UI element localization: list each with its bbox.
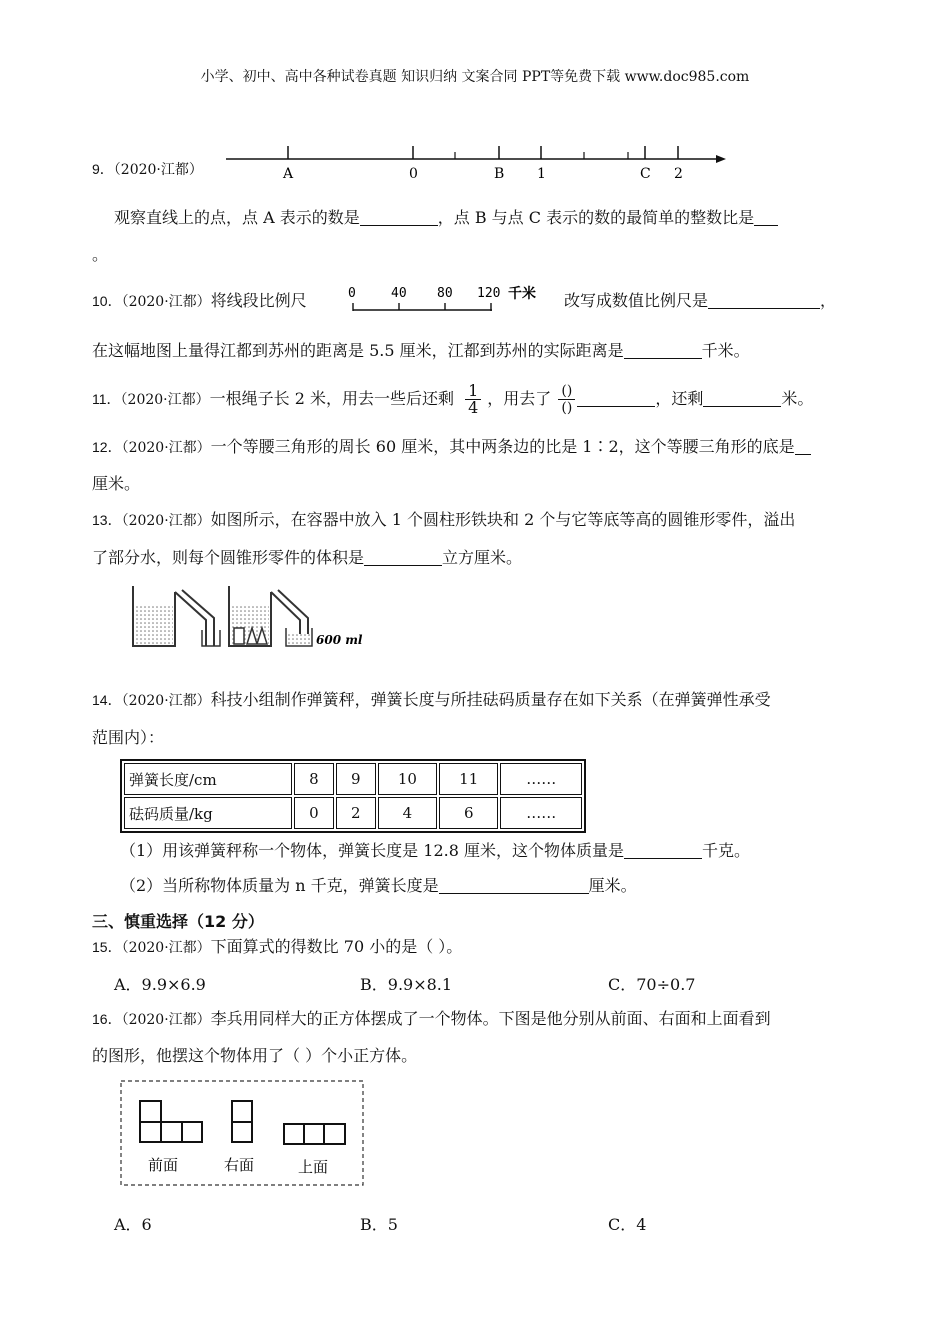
scale-unit: 千米: [508, 286, 536, 302]
question-number: 12．: [92, 439, 122, 455]
question-12-line1: 12．（2020·江都）一个等腰三角形的周长 60 厘米，其中两条边的比是 1∶2，这个等腰三角形的底是: [92, 436, 811, 459]
question-number: 10．: [92, 293, 122, 309]
question-number: 14．: [92, 692, 122, 708]
scale-80: 80: [437, 286, 453, 301]
question-number: 15．: [92, 939, 122, 955]
section-heading: 三、慎重选择（12 分）: [92, 912, 264, 931]
question-10-line2: 在这幅地图上量得江都到苏州的距离是 5.5 厘米，江都到苏州的实际距离是 千米。: [92, 341, 750, 360]
question-14-line1: 14．（2020·江都）科技小组制作弹簧秤，弹簧长度与所挂砝码质量存在如下关系（在弹簧弹性承受: [92, 690, 771, 709]
page-header: 小学、初中、高中各种试卷真题 知识归纳 文案合同 PPT等免费下载 www.doc985.com: [200, 69, 750, 85]
question-14-line2: 范围内）：: [92, 728, 165, 747]
answer-blank[interactable]: [577, 390, 655, 407]
three-views-figure: [118, 1078, 368, 1188]
scale-0: 0: [348, 286, 356, 301]
scale-40: 40: [391, 286, 407, 301]
tick-A: A: [283, 166, 294, 182]
tick-1: 1: [537, 166, 546, 182]
question-source: （2020·江都）: [113, 162, 203, 178]
option-a[interactable]: A．6: [114, 1215, 152, 1234]
question-16-line1: 16．（2020·江都）李兵用同样大的正方体摆成了一个物体。下图是他分别从前面、右面和上面看到: [92, 1009, 771, 1028]
table-cell: 4: [378, 797, 437, 829]
answer-blank[interactable]: [364, 549, 442, 566]
tick-C: C: [640, 166, 651, 182]
question-source: （2020·江都）: [121, 294, 211, 310]
fraction-blank[interactable]: $\frac{()}{()}$: [558, 383, 575, 416]
question-13-line1: 13．（2020·江都）如图所示，在容器中放入 1 个圆柱形铁块和 2 个与它等底等高的圆锥形零件，溢出: [92, 510, 796, 529]
number-line: [220, 138, 740, 188]
option-b[interactable]: B．5: [360, 1215, 398, 1234]
table-cell: 砝码质量/kg: [124, 797, 292, 829]
view-label-top: 上面: [298, 1158, 329, 1176]
answer-blank[interactable]: [624, 342, 702, 359]
table-cell: ……: [500, 797, 582, 829]
question-source: （2020·江都）: [121, 440, 211, 456]
table-cell: 11: [439, 763, 498, 795]
question-11: 11．（2020·江都）一根绳子长 2 米，用去一些后还剩 $\frac{1}{4}$ ，用去了 $\frac{()}{()}$ ，还剩 米。: [92, 381, 814, 417]
view-label-front: 前面: [148, 1156, 179, 1174]
view-label-right: 右面: [224, 1156, 255, 1174]
table-row: [124, 797, 582, 829]
question-number: 16．: [92, 1011, 122, 1027]
table-cell: 9: [336, 763, 376, 795]
option-c[interactable]: C．70÷0.7: [608, 975, 696, 994]
question-16-line2: 的图形，他摆这个物体用了（ ）个小正方体。: [92, 1046, 418, 1065]
table-cell: 0: [294, 797, 334, 829]
answer-blank[interactable]: [624, 842, 702, 859]
question-number: 13．: [92, 512, 122, 528]
volume-label: 600 ml: [316, 633, 363, 647]
table-cell: 8: [294, 763, 334, 795]
table-row: [124, 763, 582, 795]
answer-blank[interactable]: [795, 438, 811, 455]
question-13-line2: 了部分水，则每个圆锥形零件的体积是 立方厘米。: [92, 548, 523, 567]
answer-blank[interactable]: [360, 209, 438, 226]
question-14-sub1: （1）用该弹簧秤称一个物体，弹簧长度是 12.8 厘米，这个物体质量是 千克。: [120, 841, 750, 860]
table-cell: 6: [439, 797, 498, 829]
question-15: 15．（2020·江都）下面算式的得数比 70 小的是（ ）。: [92, 937, 463, 956]
tick-0: 0: [409, 166, 418, 182]
question-9-text: 观察直线上的点，点 A 表示的数是 ，点 B 与点 C 表示的数的最简单的整数比是: [114, 207, 778, 229]
question-number: 11．: [92, 391, 121, 407]
option-c[interactable]: C．4: [608, 1215, 647, 1234]
scale-bar: [345, 282, 555, 316]
table-cell: 10: [378, 763, 437, 795]
question-9-head: [92, 158, 203, 181]
table-cell: ……: [500, 763, 582, 795]
question-10-line1-end: 改写成数值比例尺是 ，: [564, 291, 837, 310]
container-figure: [128, 582, 368, 654]
table-cell: 2: [336, 797, 376, 829]
question-source: （2020·江都）: [121, 513, 211, 529]
fraction-one-quarter: $\frac{1}{4}$: [465, 383, 481, 416]
answer-blank[interactable]: [708, 292, 820, 309]
scale-120: 120: [477, 286, 501, 301]
option-a[interactable]: A．9.9×6.9: [114, 975, 206, 994]
question-14-sub2: （2）当所称物体质量为 n 千克，弹簧长度是 厘米。: [120, 876, 637, 895]
question-source: （2020·江都）: [121, 1012, 211, 1028]
question-number: 9．: [92, 161, 114, 177]
question-source: （2020·江都）: [121, 940, 211, 956]
tick-2: 2: [674, 166, 683, 182]
spring-table: [120, 759, 586, 833]
answer-blank[interactable]: [439, 877, 589, 894]
tick-B: B: [494, 166, 505, 182]
option-b[interactable]: B．9.9×8.1: [360, 975, 453, 994]
answer-blank[interactable]: [754, 209, 778, 226]
table-cell: 弹簧长度/cm: [124, 763, 292, 795]
question-10-line1: 10．（2020·江都）将线段比例尺: [92, 291, 307, 310]
question-9-end: 。: [92, 245, 109, 264]
question-source: （2020·江都）: [120, 392, 210, 408]
question-source: （2020·江都）: [121, 693, 211, 709]
answer-blank[interactable]: [703, 390, 781, 407]
question-12-line2: 厘米。: [92, 474, 141, 493]
